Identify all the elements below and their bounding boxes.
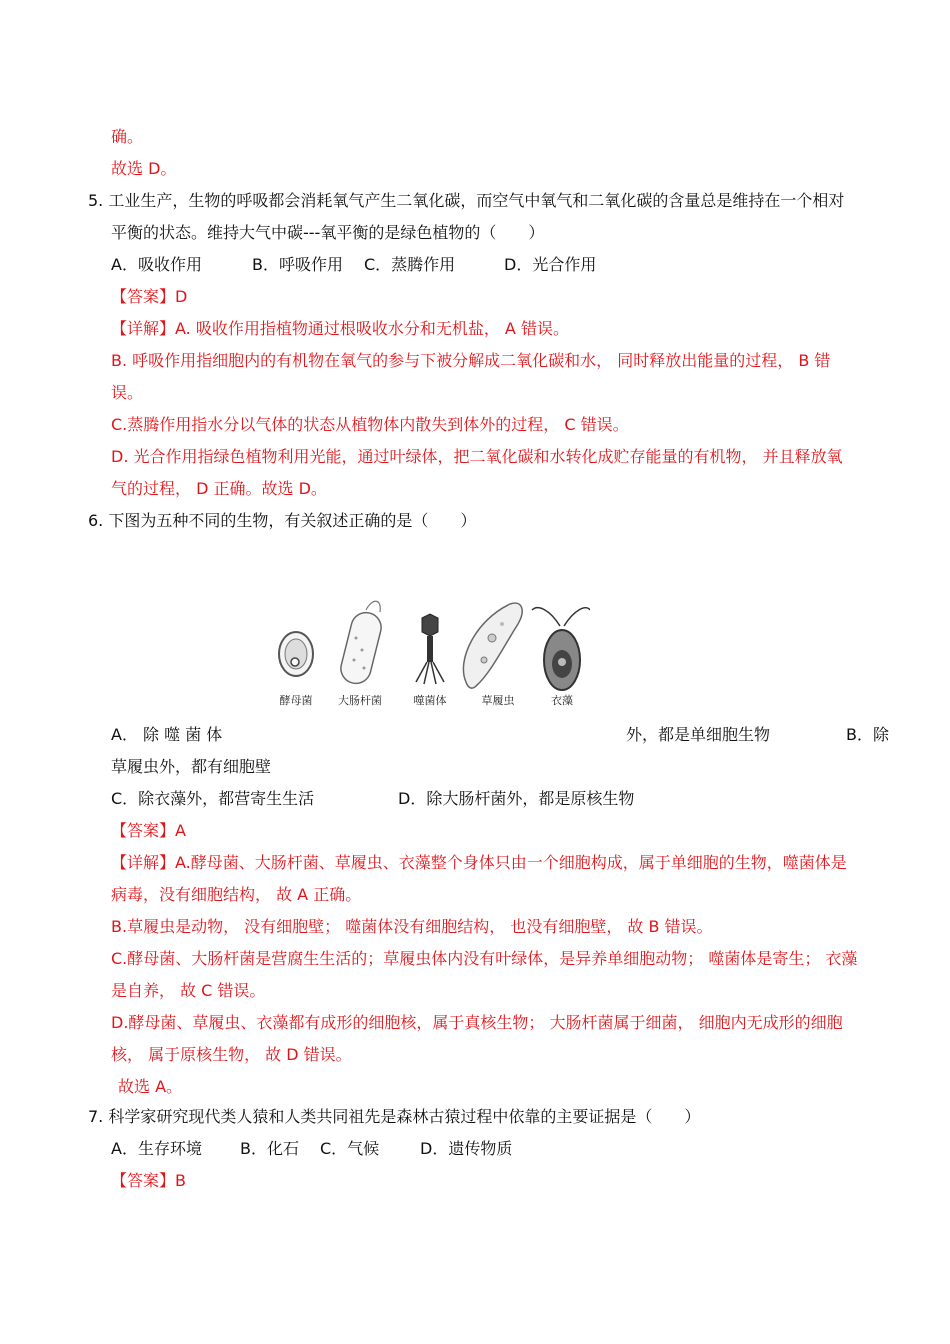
q6-explanation-6: D.酵母菌、草履虫、衣藻都有成形的细胞核，属于真核生物； 大肠杆菌属于细菌， 细胞内无成形的细胞: [111, 1013, 843, 1032]
q6-option-a-part2: 外，都是单细胞生物: [626, 725, 771, 744]
ecoli-illustration: [338, 601, 385, 686]
q6-option-b-part1: B．除: [846, 725, 889, 744]
q5-explanation-6: 气的过程， D 正确。故选 D。: [111, 479, 327, 498]
chlamydomonas-illustration: [532, 608, 590, 690]
q5-option-d: D．光合作用: [504, 255, 597, 274]
caption-paramecium: 草履虫: [481, 694, 515, 707]
q5-option-b: B．呼吸作用: [252, 255, 343, 274]
q6-answer: 【答案】A: [111, 821, 186, 840]
q5-stem-line1: 5. 工业生产，生物的呼吸都会消耗氧气产生二氧化碳，而空气中氧气和二氧化碳的含量总是维持在一个相对: [88, 191, 845, 210]
q5-answer: 【答案】D: [111, 287, 188, 306]
yeast-illustration: [279, 632, 313, 676]
q6-option-d: D．除大肠杆菌外，都是原核生物: [398, 789, 635, 808]
q6-explanation-7: 核， 属于原核生物， 故 D 错误。: [111, 1045, 352, 1064]
q5-explanation-3: 误。: [111, 383, 144, 402]
q6-choose: 故选 A。: [118, 1077, 183, 1096]
q6-option-b-part2: 草履虫外，都有细胞壁: [111, 757, 272, 776]
caption-chlamydomonas: 衣藻: [551, 694, 573, 707]
q6-explanation-2: 病毒，没有细胞结构， 故 A 正确。: [111, 885, 362, 904]
q6-explanation-1: 【详解】A.酵母菌、大肠杆菌、草履虫、衣藻整个身体只由一个细胞构成，属于单细胞的生物，噬菌体是: [111, 853, 847, 872]
q5-option-a: A．吸收作用: [111, 255, 202, 274]
q7-option-b: B．化石: [240, 1139, 299, 1158]
q6-explanation-5: 是自养， 故 C 错误。: [111, 981, 266, 1000]
q7-option-c: C．气候: [320, 1139, 380, 1158]
q6-explanation-4: C.酵母菌、大肠杆菌是营腐生生活的；草履虫体内没有叶绿体，是异养单细胞动物； 噬菌体是寄生； 衣藻: [111, 949, 858, 968]
q6-stem: 6. 下图为五种不同的生物，有关叙述正确的是（ ）: [88, 511, 477, 530]
q7-option-a: A．生存环境: [111, 1139, 202, 1158]
q5-stem-line2: 平衡的状态。维持大气中碳---氧平衡的是绿色植物的（ ）: [111, 223, 545, 242]
q5-explanation-1: 【详解】A. 吸收作用指植物通过根吸收水分和无机盐， A 错误。: [111, 319, 569, 338]
q6-explanation-3: B.草履虫是动物， 没有细胞壁； 噬菌体没有细胞结构， 也没有细胞壁， 故 B 错误。: [111, 917, 713, 936]
q5-option-c: C．蒸腾作用: [364, 255, 456, 274]
organisms-figure: [270, 590, 590, 710]
q5-explanation-2: B. 呼吸作用指细胞内的有机物在氧气的参与下被分解成二氧化碳和水， 同时释放出能量的过程， B 错: [111, 351, 831, 370]
prev-explanation-tail: 确。: [111, 127, 144, 146]
q6-option-c: C．除衣藻外，都营寄生生活: [111, 789, 315, 808]
prev-choose: 故选 D。: [111, 159, 177, 178]
q7-option-d: D．遗传物质: [420, 1139, 513, 1158]
q5-explanation-5: D. 光合作用指绿色植物利用光能，通过叶绿体，把二氧化碳和水转化成贮存能量的有机物， 并且释放氧: [111, 447, 843, 466]
paramecium-illustration: [463, 603, 522, 688]
q7-stem: 7. 科学家研究现代类人猿和人类共同祖先是森林古猿过程中依靠的主要证据是（ ）: [88, 1107, 701, 1126]
q7-answer: 【答案】B: [111, 1171, 186, 1190]
caption-yeast: 酵母菌: [279, 694, 313, 707]
q6-option-a-part1: A． 除 噬 菌 体: [111, 725, 223, 744]
caption-ecoli: 大肠杆菌: [338, 694, 382, 707]
q5-explanation-4: C.蒸腾作用指水分以气体的状态从植物体内散失到体外的过程， C 错误。: [111, 415, 629, 434]
bacteriophage-illustration: [416, 614, 444, 684]
caption-bacteriophage: 噬菌体: [413, 694, 447, 707]
